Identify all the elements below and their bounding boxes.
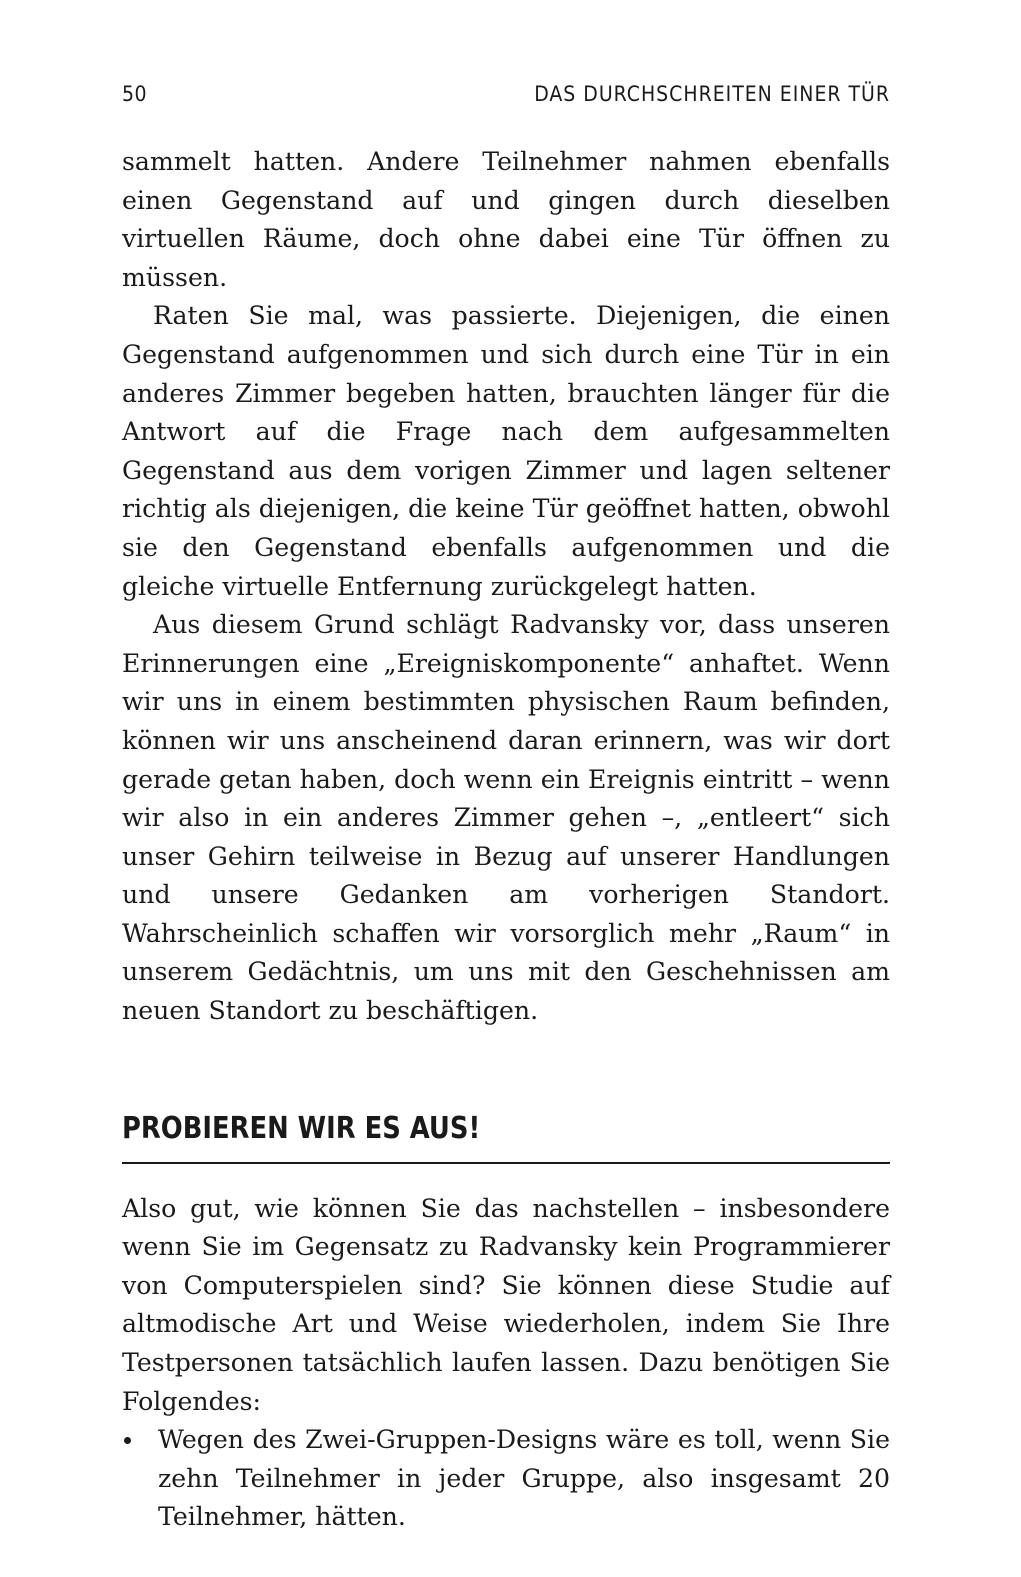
book-page <box>122 74 890 1537</box>
paragraph-continued: sammelt hatten. Andere Teilnehmer nahmen ebenfalls einen Gegenstand auf und gingen durch dieselben virtuellen Räume, doch ohne dabei eine Tür öffnen zu müssen. <box>122 147 890 292</box>
section-body <box>122 1190 890 1537</box>
body-text <box>122 143 890 1031</box>
section-intro: Also gut, wie können Sie das nachstellen – insbesondere wenn Sie im Gegensatz zu Radvansky kein Programmierer von Computerspielen sind? Sie können diese Studie auf altmodische Art und Weise wiederholen, indem Sie Ihre Testpersonen tatsächlich laufen lassen. Dazu benötigen Sie Folgendes: <box>122 1193 890 1416</box>
page-number: 50 <box>122 82 148 106</box>
bullet-list <box>122 1421 890 1537</box>
running-head <box>122 74 890 114</box>
bullet-icon <box>124 1421 134 1459</box>
list-item <box>122 1421 890 1537</box>
list-item-text: Wegen des Zwei-Gruppen-Designs wäre es toll, wenn Sie zehn Teilnehmer in jeder Gruppe, also insgesamt 20 Teilnehmer, hätten. <box>158 1425 890 1532</box>
running-title: DAS DURCHSCHREITEN EINER TÜR <box>534 82 890 106</box>
paragraph: Raten Sie mal, was passierte. Diejenigen, die einen Gegenstand aufgenommen und sich durch eine Tür in ein anderes Zimmer begeben hatten, brauchten länger für die Antwort auf die Frage nach dem aufgesammelten Gegenstand aus dem vorigen Zimmer und lagen seltener richtig als diejenigen, die keine Tür geöffnet hatten, obwohl sie den Gegenstand ebenfalls aufgenommen und die gleiche virtuelle Entfernung zurückgelegt hatten. <box>122 301 890 601</box>
paragraph: Aus diesem Grund schlägt Radvansky vor, dass unseren Erinnerungen eine „Ereigniskomponente“ anhaftet. Wenn wir uns in einem bestimmten physischen Raum befinden, können wir uns anscheinend daran erinnern, was wir dort gerade getan haben, doch wenn ein Ereignis eintritt – wenn wir also in ein anderes Zimmer gehen –, „entleert“ sich unser Gehirn teilweise in Bezug auf unserer Handlungen und unsere Gedanken am vorherigen Standort. Wahrscheinlich schaffen wir vorsorglich mehr „Raum“ in unserem Gedächtnis, um uns mit den Geschehnissen am neuen Standort zu beschäftigen. <box>122 610 890 1026</box>
section-heading: PROBIEREN WIR ES AUS! <box>122 1109 890 1164</box>
